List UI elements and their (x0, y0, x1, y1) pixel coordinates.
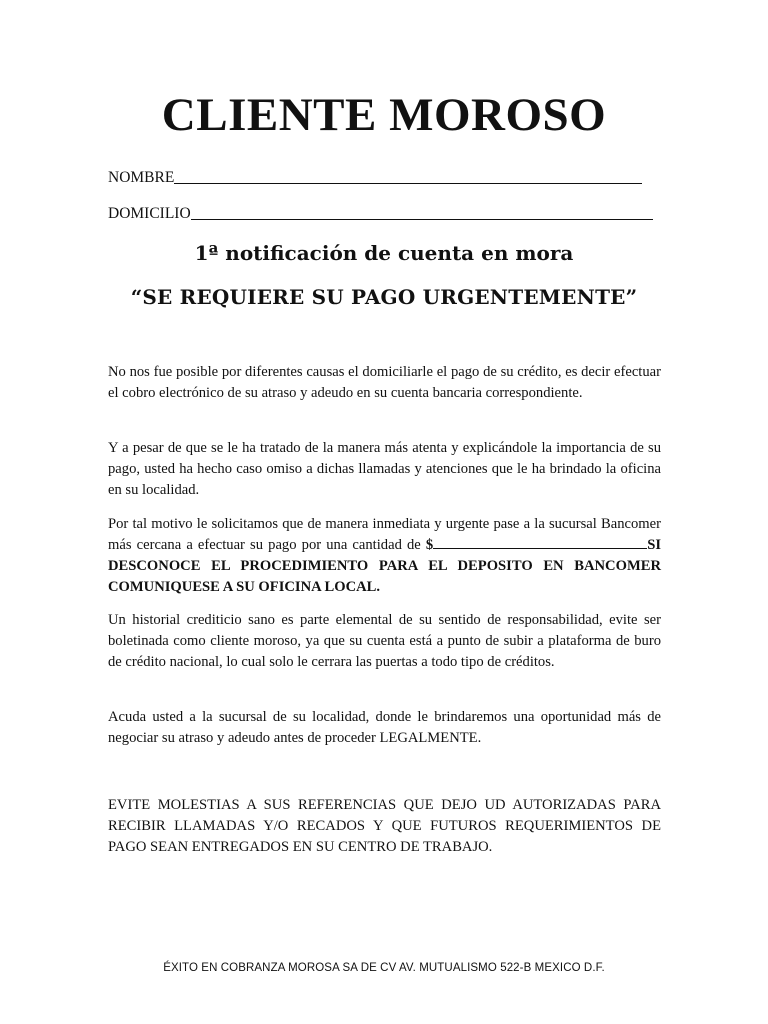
paragraph-6-warning: EVITE MOLESTIAS A SUS REFERENCIAS QUE DEJO UD AUTORIZADAS PARA RECIBIR LLAMADAS Y/O RECADOS Y QUE FUTUROS REQUERIMIENTOS DE PAGO SEAN ENTREGADOS EN SU CENTRO DE TRABAJO. (108, 797, 661, 855)
nombre-field (108, 168, 642, 187)
paragraph-2: Y a pesar de que se le ha tratado de la manera más atenta y explicándole la importancia de su pago, usted ha hecho caso omiso a dichas llamadas y atenciones que le ha brindado la oficina en su localidad. (108, 440, 661, 498)
paragraph-3-bold: SI DESCONOCE EL PROCEDIMIENTO PARA EL DEPOSITO EN BANCOMER COMUNIQUESE A SU OFICINA LOCAL. (108, 537, 661, 595)
nombre-label: NOMBRE (108, 169, 175, 186)
amount-currency-symbol: $ (425, 537, 434, 553)
domicilio-field (108, 204, 653, 223)
domicilio-label: DOMICILIO (108, 205, 191, 222)
domicilio-blank-line (191, 204, 653, 220)
document-title: CLIENTE MOROSO (161, 89, 607, 141)
urgent-headline: “SE REQUIERE SU PAGO URGENTEMENTE” (130, 285, 638, 309)
amount-blank-line (433, 536, 647, 549)
notification-subtitle: 1ª notificación de cuenta en mora (194, 241, 574, 265)
company-footer: ÉXITO EN COBRANZA MOROSA SA DE CV AV. MUTUALISMO 522-B MEXICO D.F. (163, 962, 605, 974)
paragraph-3 (108, 514, 661, 598)
nombre-blank-line (174, 168, 642, 184)
paragraph-4: Un historial crediticio sano es parte elemental de su sentido de responsabilidad, evite ser boletinada como cliente moroso, ya que su cuenta está a punto de subir a plataforma de buro de crédito nacional, lo cual solo le cerrara las puertas a todo tipo de créditos. (108, 612, 661, 670)
paragraph-5: Acuda usted a la sucursal de su localidad, donde le brindaremos una oportunidad más de negociar su atraso y adeudo antes de proceder LEGALMENTE. (108, 709, 661, 746)
paragraph-3-intro: Por tal motivo le solicitamos que de manera inmediata y urgente pase a la sucursal Bancomer más cercana a efectuar su pago por una cantidad de (108, 516, 661, 553)
paragraph-1: No nos fue posible por diferentes causas el domiciliarle el pago de su crédito, es decir efectuar el cobro electrónico de su atraso y adeudo en su cuenta bancaria correspondiente. (108, 364, 661, 401)
